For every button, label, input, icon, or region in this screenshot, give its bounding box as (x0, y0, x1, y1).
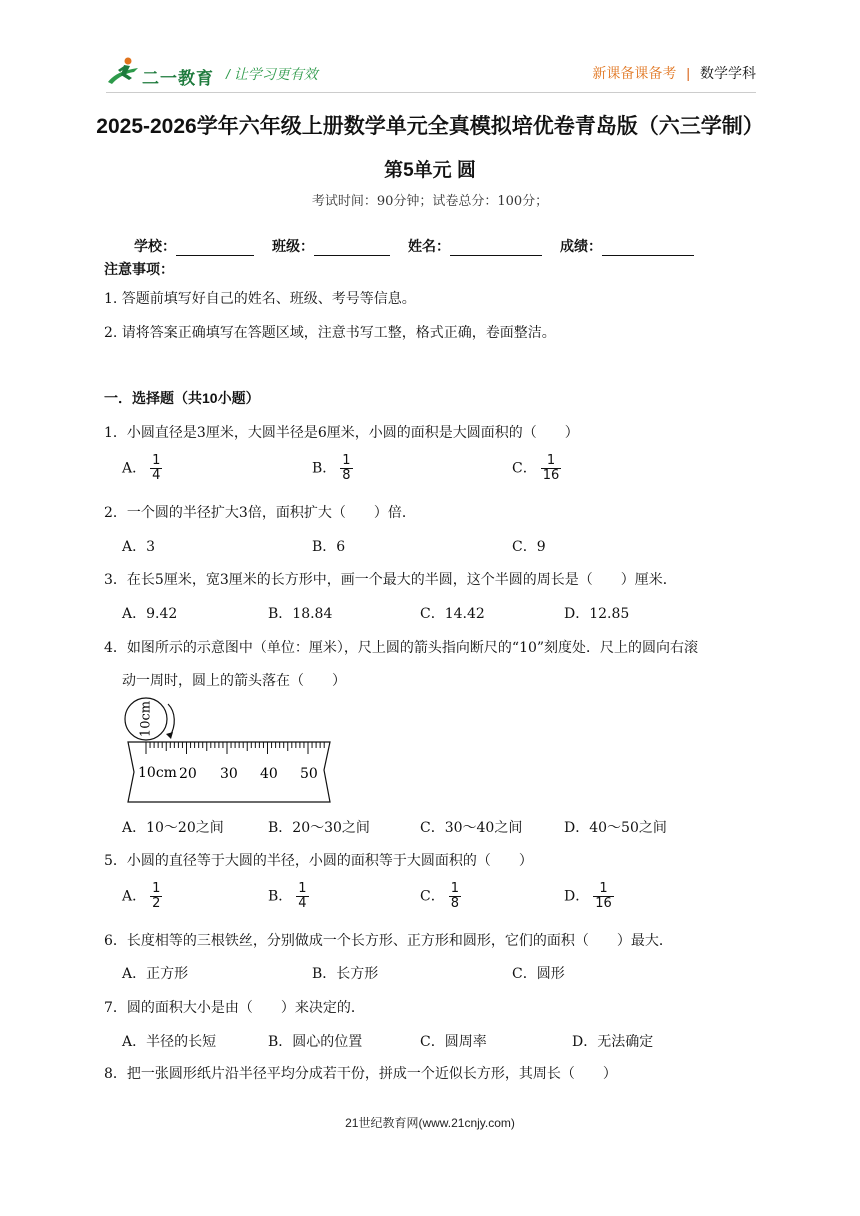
fraction-numerator: 1 (546, 453, 556, 468)
header-tags (592, 63, 756, 83)
ruler-label: 30 (220, 766, 238, 782)
option-a[interactable] (122, 454, 162, 483)
class-label: 班级： (272, 238, 314, 254)
option-a[interactable]: A．10～20之间 (122, 820, 224, 836)
ruler-figure (116, 696, 336, 808)
option-c[interactable]: C．14.42 (420, 606, 485, 622)
option-b[interactable]: B．长方形 (312, 966, 379, 982)
option-d[interactable]: D．12.85 (564, 606, 630, 622)
brand-name: 二一教育 (142, 69, 214, 88)
question-text: 5．小圆的直径等于大圆的半径，小圆的面积等于大圆面积的（ ） (104, 853, 533, 869)
logo (104, 56, 142, 88)
question-text: 7．圆的面积大小是由（ ）来决定的． (104, 1000, 365, 1016)
option-label: A． (122, 460, 147, 477)
question-text: 4．如图所示的示意图中（单位：厘米），尺上圆的箭头指向断尺的“10”刻度处．尺上的圆向右滚 (104, 640, 699, 656)
fraction (340, 454, 352, 483)
arrow-head-icon (166, 732, 173, 739)
fraction-denominator: 2 (152, 896, 161, 911)
option-label: A． (122, 888, 147, 905)
option-a[interactable] (122, 882, 162, 911)
header-separator: | (686, 65, 690, 81)
fraction-numerator: 1 (298, 881, 307, 896)
fraction-numerator: 1 (152, 453, 161, 468)
fraction-denominator: 4 (152, 468, 161, 483)
fraction (541, 454, 562, 483)
fraction (296, 882, 308, 911)
option-b[interactable] (312, 454, 353, 483)
option-c[interactable] (512, 454, 561, 483)
question-text: 动一周时，圆上的箭头落在（ ） (122, 673, 346, 689)
option-c[interactable]: C．9 (512, 539, 546, 555)
school-field[interactable] (176, 241, 254, 256)
name-field[interactable] (450, 241, 542, 256)
option-b[interactable]: B．6 (312, 539, 346, 555)
note-item: 1. 答题前填写好自己的姓名、班级、考号等信息。 (104, 291, 416, 307)
circle-label: 10cm (138, 700, 154, 738)
option-b[interactable]: B．20～30之间 (268, 820, 370, 836)
option-label: B． (312, 460, 337, 477)
fraction-denominator: 4 (298, 896, 307, 911)
runner-logo-icon (104, 56, 142, 88)
header-divider (106, 92, 756, 93)
question-text: 3．在长5厘米，宽3厘米的长方形中，画一个最大的半圆，这个半圆的周长是（ ）厘米． (104, 572, 677, 588)
option-c[interactable]: C．圆形 (512, 966, 565, 982)
option-label: D． (564, 888, 590, 905)
option-d[interactable]: D．无法确定 (572, 1034, 654, 1050)
option-d[interactable]: D．40～50之间 (564, 820, 667, 836)
option-label: B． (268, 888, 293, 905)
ruler-ticks (146, 742, 324, 754)
notes-title: 注意事项： (104, 261, 174, 277)
option-a[interactable]: A．半径的长短 (122, 1034, 217, 1050)
ruler-label: 40 (260, 766, 278, 782)
ruler-diagram (116, 696, 336, 808)
question-text: 1．小圆直径是3厘米，大圆半径是6厘米，小圆的面积是大圆面积的（ ） (104, 425, 579, 441)
fraction-numerator: 1 (342, 453, 351, 468)
name-label: 姓名： (408, 238, 450, 254)
score-label: 成绩： (560, 238, 602, 254)
fraction-denominator: 8 (342, 468, 351, 483)
ruler-label: 50 (300, 766, 318, 782)
fraction (150, 454, 162, 483)
page-footer: 21世纪教育网(www.21cnjy.com) (345, 1116, 515, 1130)
header-tag-right: 数学学科 (700, 65, 756, 81)
class-field[interactable] (314, 241, 390, 256)
option-c[interactable]: C．30～40之间 (420, 820, 523, 836)
option-d[interactable] (564, 882, 614, 911)
fraction (449, 882, 461, 911)
option-label: C． (420, 888, 445, 905)
option-c[interactable] (420, 882, 461, 911)
fraction-denominator: 16 (542, 468, 560, 483)
option-a[interactable]: A．3 (122, 539, 156, 555)
option-a[interactable]: A．正方形 (122, 966, 189, 982)
fraction-denominator: 8 (450, 896, 459, 911)
fraction-numerator: 1 (152, 881, 161, 896)
ruler-label: 10cm (138, 765, 177, 781)
header-tag-left: 新课备课备考 (592, 65, 677, 81)
fraction (593, 882, 614, 911)
student-info-row (134, 236, 694, 256)
question-text: 6．长度相等的三根铁丝，分别做成一个长方形、正方形和圆形，它们的面积（ ）最大． (104, 933, 673, 949)
section-title: 一．选择题（共10小题） (104, 390, 260, 406)
score-field[interactable] (602, 241, 694, 256)
option-c[interactable]: C．圆周率 (420, 1034, 487, 1050)
fraction-denominator: 16 (595, 896, 612, 911)
option-b[interactable]: B．18.84 (268, 606, 333, 622)
unit-subtitle: 第5单元 圆 (384, 160, 476, 181)
ruler-label: 20 (179, 766, 197, 782)
school-label: 学校： (134, 238, 176, 254)
rotation-arrow (168, 704, 174, 736)
question-text: 8．把一张圆形纸片沿半径平均分成若干份，拼成一个近似长方形，其周长（ ） (104, 1066, 617, 1082)
fraction-numerator: 1 (450, 881, 459, 896)
page-title: 2025-2026学年六年级上册数学单元全真模拟培优卷青岛版（六三学制） (96, 115, 764, 138)
exam-info: 考试时间：90分钟；试卷总分：100分； (311, 194, 549, 209)
note-item: 2. 请将答案正确填写在答题区域，注意书写工整，格式正确，卷面整洁。 (104, 325, 556, 341)
option-b[interactable] (268, 882, 309, 911)
fraction (150, 882, 162, 911)
slogan: / 让学习更有效 (226, 66, 318, 82)
option-b[interactable]: B．圆心的位置 (268, 1034, 363, 1050)
option-a[interactable]: A．9.42 (122, 606, 178, 622)
question-text: 2．一个圆的半径扩大3倍，面积扩大（ ）倍． (104, 505, 416, 521)
option-label: C． (512, 460, 537, 477)
fraction-numerator: 1 (599, 881, 608, 896)
